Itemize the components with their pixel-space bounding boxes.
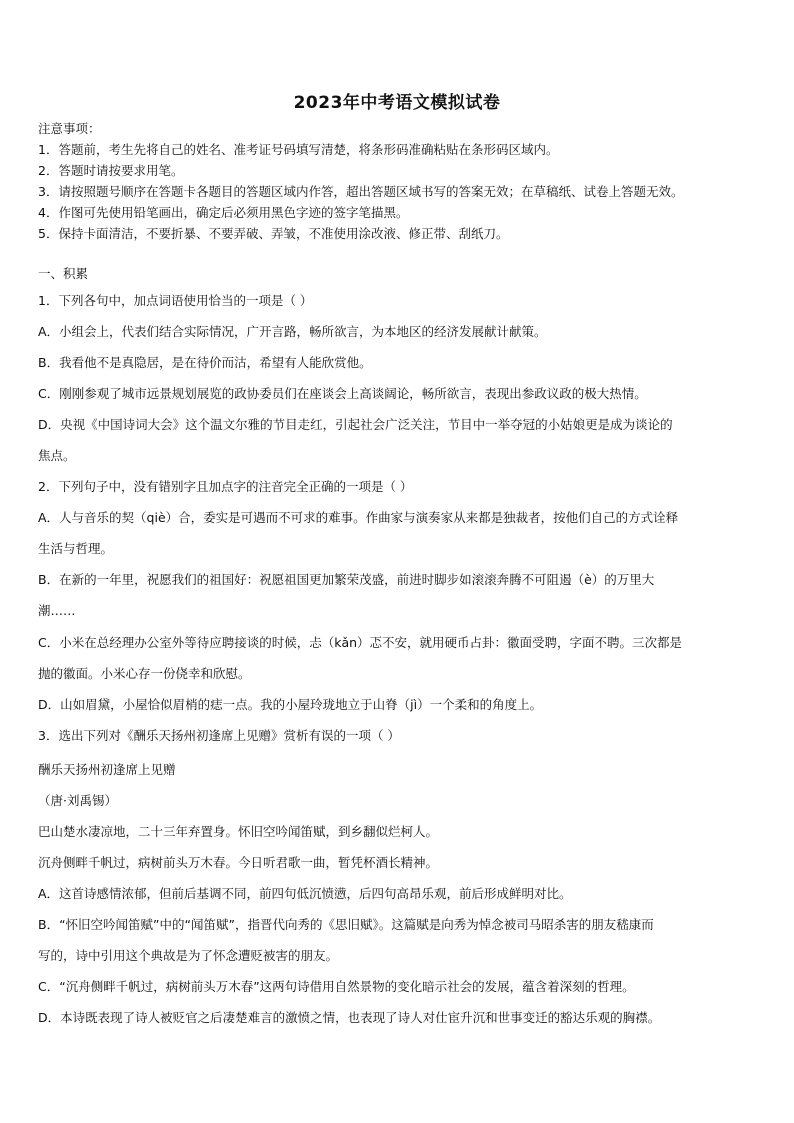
poem-title: 酬乐天扬州初逢席上见赠: [38, 762, 176, 777]
option-a: A．小组会上，代表们结合实际情况，广开言路，畅所欲言，为本地区的经济发展献计献策。: [38, 324, 547, 339]
option-b: B．在新的一年里，祝愿我们的祖国好：祝愿祖国更加繁荣茂盛，前进时脚步如滚滚奔腾不可阻遏（è）的万里大: [38, 572, 655, 587]
notice-heading: 注意事项：: [38, 121, 101, 136]
page-title: 2023年中考语文模拟试卷: [293, 93, 501, 113]
option-b-continued: 潮……: [38, 603, 76, 618]
option-a: A．这首诗感情浓郁，但前后基调不同，前四句低沉愤懑，后四句高昂乐观，前后形成鲜明对比。: [38, 886, 572, 901]
option-d: D．本诗既表现了诗人被贬官之后凄楚难言的激愤之情，也表现了诗人对仕宦升沉和世事变迁的豁达乐观的胸襟。: [38, 1010, 661, 1025]
poem-line: 沉舟侧畔千帆过，病树前头万木春。今日听君歌一曲，暂凭杯酒长精神。: [38, 855, 439, 870]
option-c-continued: 抛的徽面。小米心存一份侥幸和欣慰。: [38, 666, 251, 681]
option-b: B．“怀旧空吟闻笛赋”中的“闻笛赋”，指晋代向秀的《思旧赋》。这篇赋是向秀为悼念被司马昭杀害的朋友嵇康而: [38, 917, 654, 932]
question-stem: 2．下列句子中，没有错别字且加点字的注音完全正确的一项是（ ）: [38, 479, 413, 494]
option-b-continued: 写的，诗中引用这个典故是为了怀念遭贬被害的朋友。: [38, 948, 339, 963]
option-c: C．“沉舟侧畔千帆过，病树前头万木春”这两句诗借用自然景物的变化暗示社会的发展，蕴含着深刻的哲理。: [38, 979, 635, 994]
notice-item: 3．请按照题号顺序在答题卡各题目的答题区域内作答，超出答题区域书写的答案无效；在草稿纸、试卷上答题无效。: [38, 184, 684, 199]
poem-line: 巴山楚水凄凉地，二十三年弃置身。怀旧空吟闻笛赋，到乡翻似烂柯人。: [38, 824, 439, 839]
poem-author: （唐·刘禹锡）: [38, 793, 117, 808]
option-a-continued: 生活与哲理。: [38, 541, 114, 556]
notice-item: 2．答题时请按要求用笔。: [38, 163, 184, 178]
question-stem: 3．选出下列对《酬乐天扬州初逢席上见赠》赏析有误的一项（ ）: [38, 728, 400, 743]
option-d-continued: 焦点。: [38, 448, 76, 463]
option-d: D．山如眉黛，小屋恰似眉梢的痣一点。我的小屋玲珑地立于山脊（jì）一个柔和的角度上。: [38, 697, 543, 712]
section-heading: 一、积累: [38, 266, 89, 281]
option-c: C．小米在总经理办公室外等待应聘接谈的时候，忐（kǎn）忑不安，就用硬币占卦：徽面受聘，字面不聘。三次都是: [38, 635, 683, 650]
notice-item: 1．答题前，考生先将自己的姓名、准考证号码填写清楚，将条形码准确粘贴在条形码区域内。: [38, 142, 559, 157]
option-c: C．刚刚参观了城市远景规划展览的政协委员们在座谈会上高谈阔论，畅所欲言，表现出参政议政的极大热情。: [38, 386, 647, 401]
notice-item: 5．保持卡面清洁，不要折暴、不要弄破、弄皱，不准使用涂改液、修正带、刮纸刀。: [38, 226, 509, 241]
notice-item: 4．作图可先使用铅笔画出，确定后必须用黑色字迹的签字笔描黑。: [38, 205, 409, 220]
option-a: A．人与音乐的契（qiè）合，委实是可遇而不可求的难事。作曲家与演奏家从来都是独裁者，按他们自己的方式诠释: [38, 510, 679, 525]
option-b: B．我看他不是真隐居，是在待价而沽，希望有人能欣赏他。: [38, 355, 372, 370]
option-d: D．央视《中国诗词大会》这个温文尔雅的节目走红，引起社会广泛关注，节目中一举夺冠的小姑娘更是成为谈论的: [38, 417, 673, 432]
question-stem: 1．下列各句中，加点词语使用恰当的一项是（ ）: [38, 293, 313, 308]
